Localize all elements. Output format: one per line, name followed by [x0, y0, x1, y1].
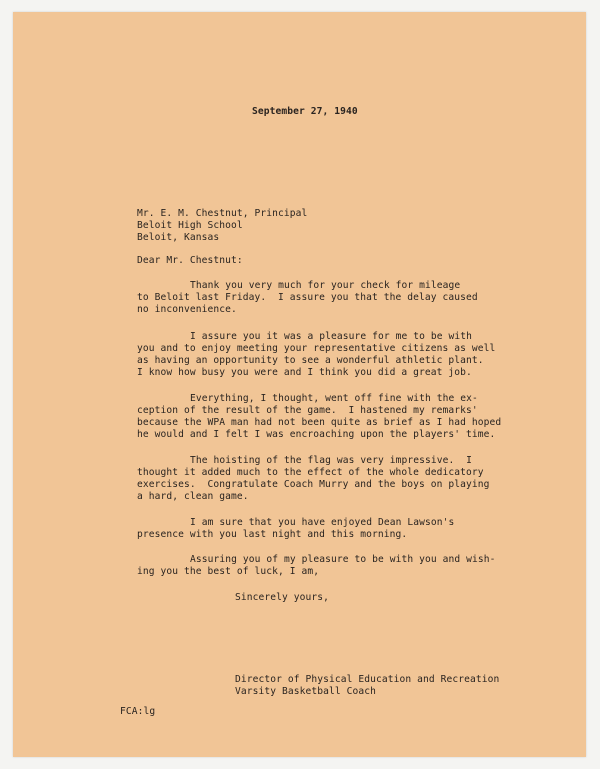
body-line: he would and I felt I was encroaching upon the players' time.: [137, 429, 496, 440]
body-line: The hoisting of the flag was very impressive. I: [190, 455, 473, 466]
recipient-line: Beloit, Kansas: [137, 232, 220, 243]
body-line: you and to enjoy meeting your representative citizens as well: [137, 343, 496, 354]
body-line: ing you the best of luck, I am,: [137, 566, 320, 577]
body-line: a hard, clean game.: [137, 491, 249, 502]
body-line: as having an opportunity to see a wonderful athletic plant.: [137, 355, 484, 366]
body-line: Everything, I thought, went off fine with the ex-: [190, 393, 478, 404]
recipient-line: Beloit High School: [137, 220, 243, 231]
signature-subtitle: Varsity Basketball Coach: [235, 686, 377, 697]
signature-title: Director of Physical Education and Recreation: [235, 674, 500, 685]
body-line: ception of the result of the game. I hastened my remarks': [137, 405, 478, 416]
letter-date: September 27, 1940: [252, 106, 358, 117]
body-line: thought it added much to the effect of the whole dedicatory: [137, 467, 484, 478]
body-line: no inconvenience.: [137, 304, 237, 315]
body-line: I know how busy you were and I think you did a great job.: [137, 367, 472, 378]
body-line: exercises. Congratulate Coach Murry and the boys on playing: [137, 479, 490, 490]
body-line: Thank you very much for your check for mileage: [190, 280, 461, 291]
recipient-line: Mr. E. M. Chestnut, Principal: [137, 208, 308, 219]
body-line: I assure you it was a pleasure for me to be with: [190, 331, 473, 342]
salutation: Dear Mr. Chestnut:: [137, 255, 243, 266]
typist-initials: FCA:lg: [120, 706, 156, 717]
closing: Sincerely yours,: [235, 592, 330, 603]
body-line: Assuring you of my pleasure to be with you and wish-: [190, 554, 496, 565]
letter-page: [13, 12, 586, 757]
body-line: to Beloit last Friday. I assure you that the delay caused: [137, 292, 478, 303]
body-line: presence with you last night and this morning.: [137, 529, 408, 540]
body-line: because the WPA man had not been quite as brief as I had hoped: [137, 417, 502, 428]
body-line: I am sure that you have enjoyed Dean Lawson's: [190, 517, 455, 528]
